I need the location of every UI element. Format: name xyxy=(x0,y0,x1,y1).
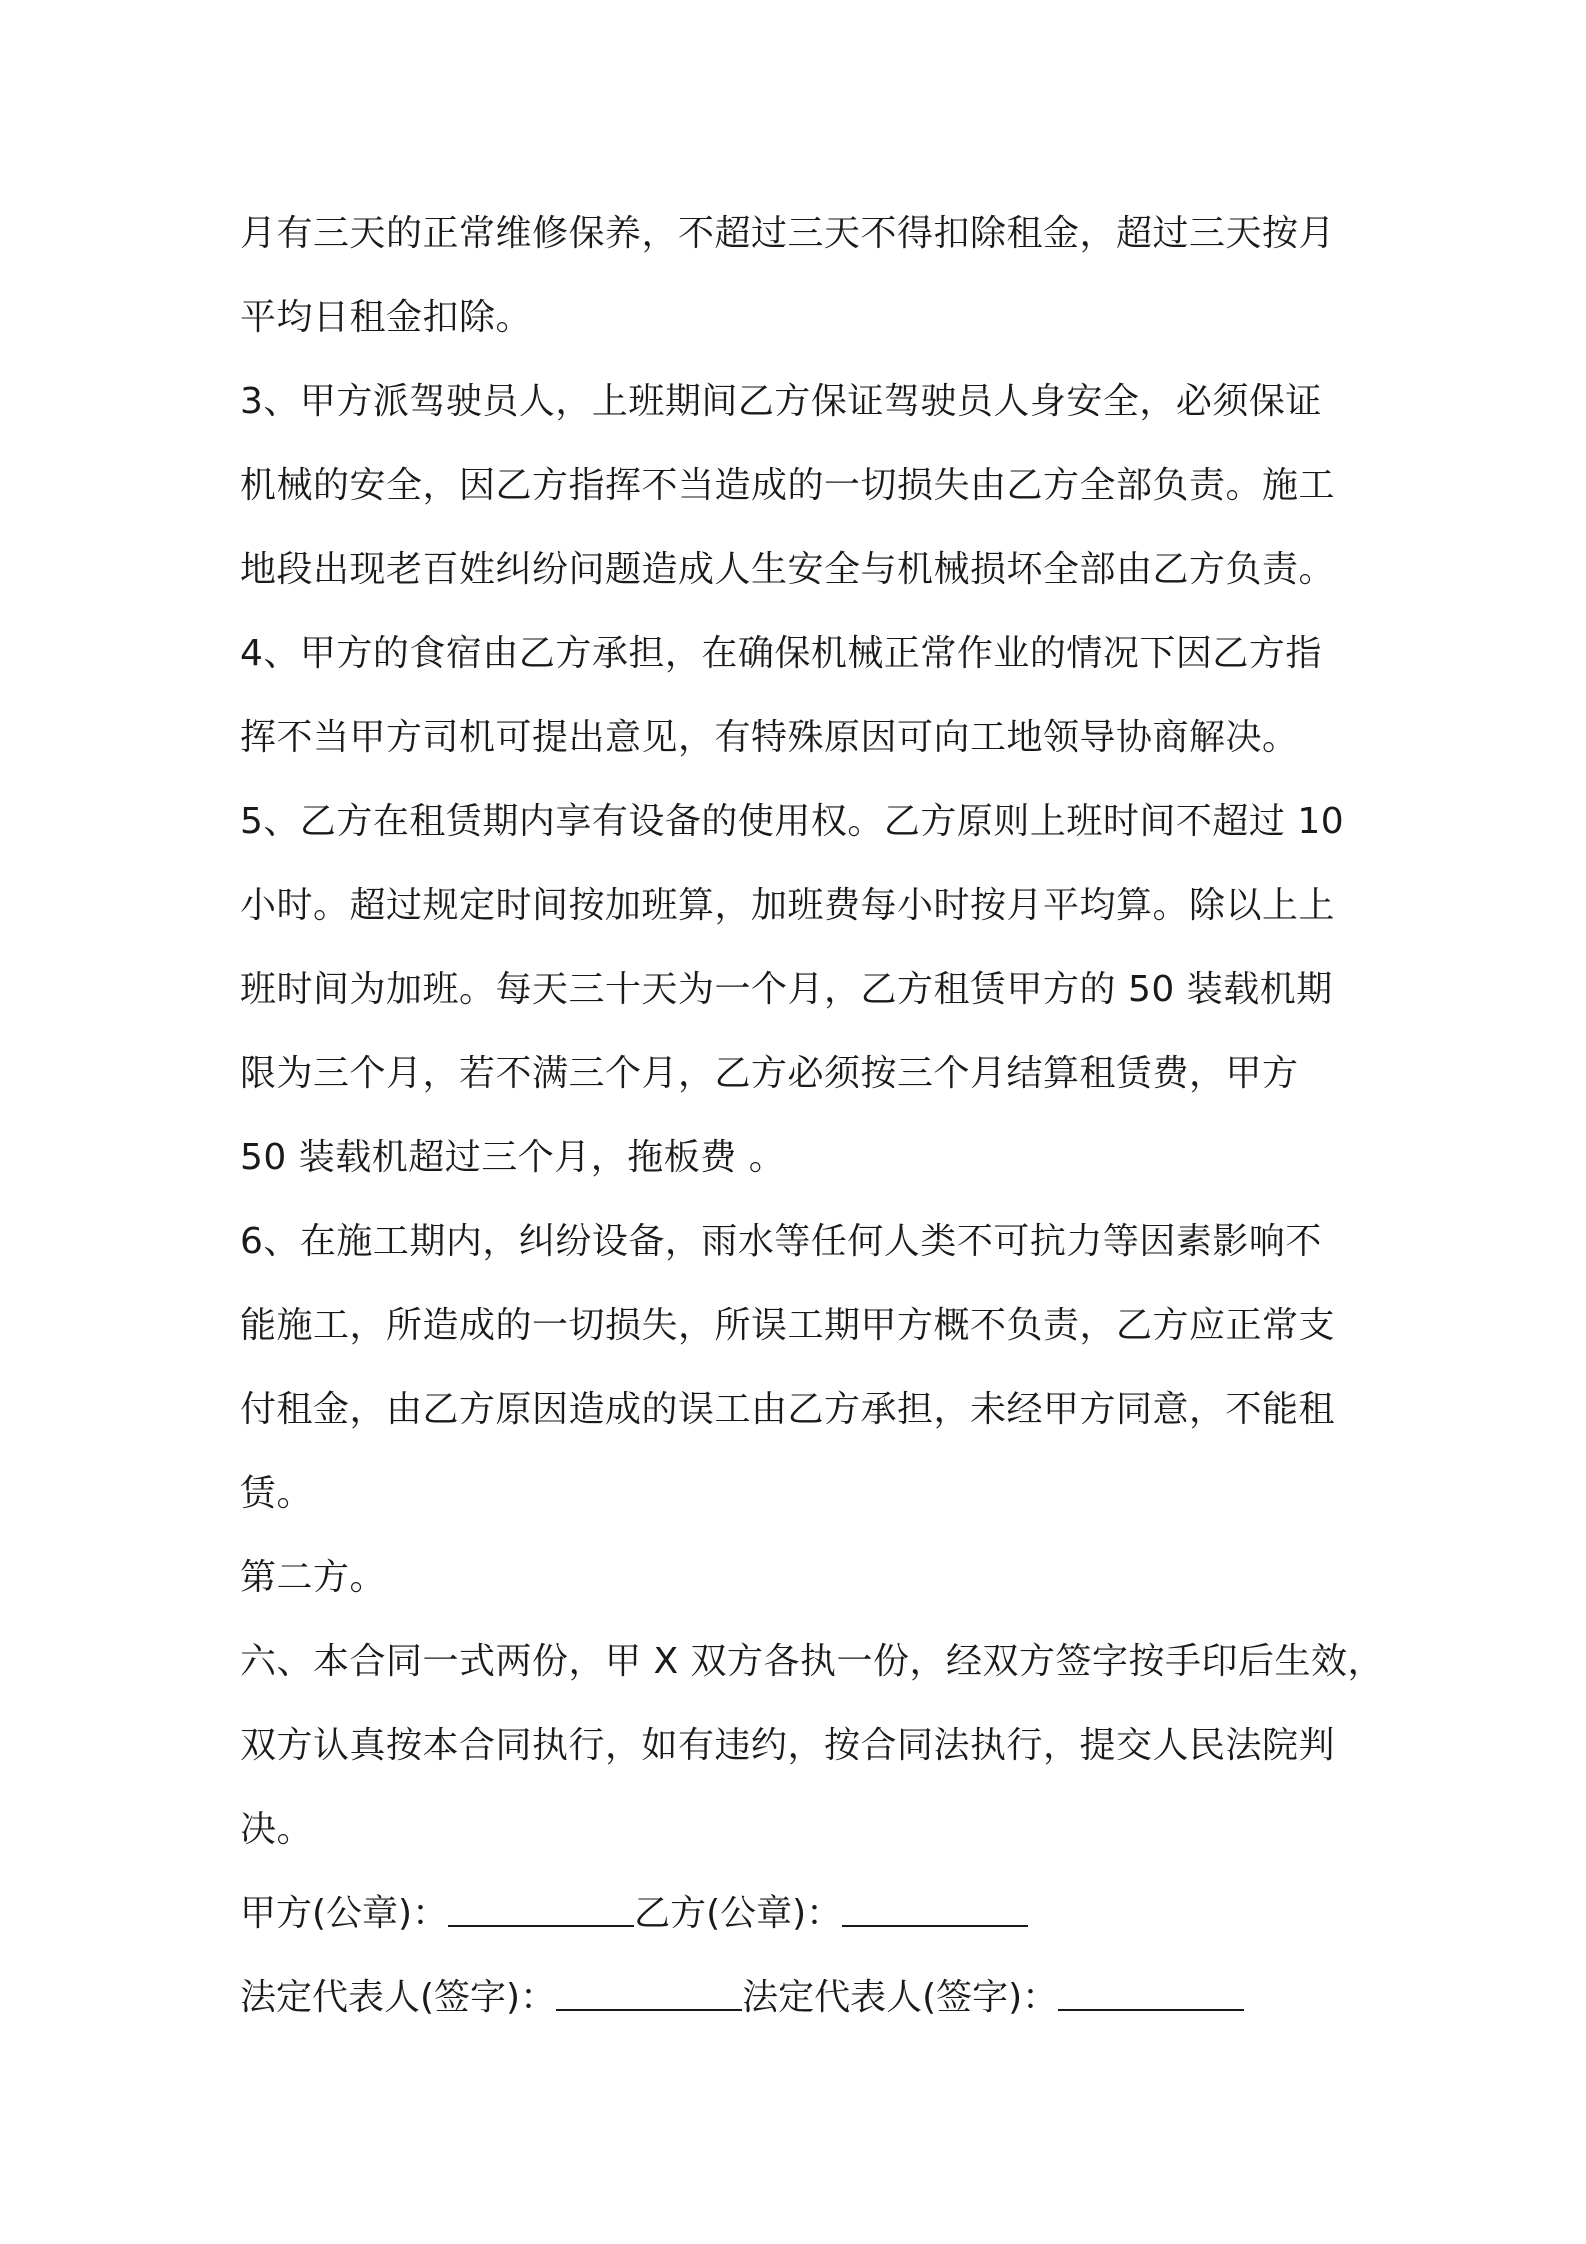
text-line: 能施工，所造成的一切损失，所误工期甲方概不负责，乙方应正常支 xyxy=(240,1305,1336,1346)
party-a-rep-blank xyxy=(556,1979,742,2011)
text-line: 决。 xyxy=(240,1809,314,1850)
party-b-rep-label: 法定代表人(签字)： xyxy=(742,1977,1059,2018)
text-line: 付租金，由乙方原因造成的误工由乙方承担，未经甲方同意，不能租 xyxy=(240,1389,1336,1430)
clause-3: 3、甲方派驾驶员人，上班期间乙方保证驾驶员人身安全，必须保证 xyxy=(240,381,1322,422)
party-b-seal-blank xyxy=(842,1895,1028,1927)
party-a-rep-label: 法定代表人(签字)： xyxy=(240,1977,557,2018)
party-b-seal-label: 乙方(公章)： xyxy=(634,1893,843,1934)
text-line: 小时。超过规定时间按加班算，加班费每小时按月平均算。除以上上 xyxy=(240,885,1336,926)
text-line: 第二方。 xyxy=(240,1557,387,1598)
text-line: 机械的安全，因乙方指挥不当造成的一切损失由乙方全部负责。施工 xyxy=(240,465,1336,506)
text-line: 地段出现老百姓纠纷问题造成人生安全与机械损坏全部由乙方负责。 xyxy=(240,549,1336,590)
text-line: 月有三天的正常维修保养，不超过三天不得扣除租金，超过三天按月 xyxy=(240,213,1336,254)
seal-signature-row xyxy=(240,1872,1360,1956)
party-a-seal-label: 甲方(公章)： xyxy=(240,1893,449,1934)
party-b-rep-blank xyxy=(1058,1979,1244,2011)
text-line: 平均日租金扣除。 xyxy=(240,297,533,338)
party-a-seal-blank xyxy=(448,1895,634,1927)
clause-6: 6、在施工期内，纠纷设备，雨水等任何人类不可抗力等因素影响不 xyxy=(240,1221,1322,1262)
document-body xyxy=(240,192,1385,2040)
text-line: 50 装载机超过三个月，拖板费 。 xyxy=(240,1137,786,1178)
representative-signature-row xyxy=(240,1956,1360,2040)
text-line: 限为三个月，若不满三个月，乙方必须按三个月结算租赁费，甲方 xyxy=(240,1053,1299,1094)
clause-4: 4、甲方的食宿由乙方承担，在确保机械正常作业的情况下因乙方指 xyxy=(240,633,1322,674)
text-line: 双方认真按本合同执行，如有违约，按合同法执行，提交人民法院判 xyxy=(240,1725,1336,1766)
text-line: 赁。 xyxy=(240,1473,314,1514)
clause-5: 5、乙方在租赁期内享有设备的使用权。乙方原则上班时间不超过 10 xyxy=(240,801,1345,842)
text-line: 挥不当甲方司机可提出意见，有特殊原因可向工地领导协商解决。 xyxy=(240,717,1299,758)
clause-six: 六、本合同一式两份，甲 X 双方各执一份，经双方签字按手印后生效， xyxy=(240,1641,1385,1682)
text-line: 班时间为加班。每天三十天为一个月，乙方租赁甲方的 50 装载机期 xyxy=(240,969,1333,1010)
